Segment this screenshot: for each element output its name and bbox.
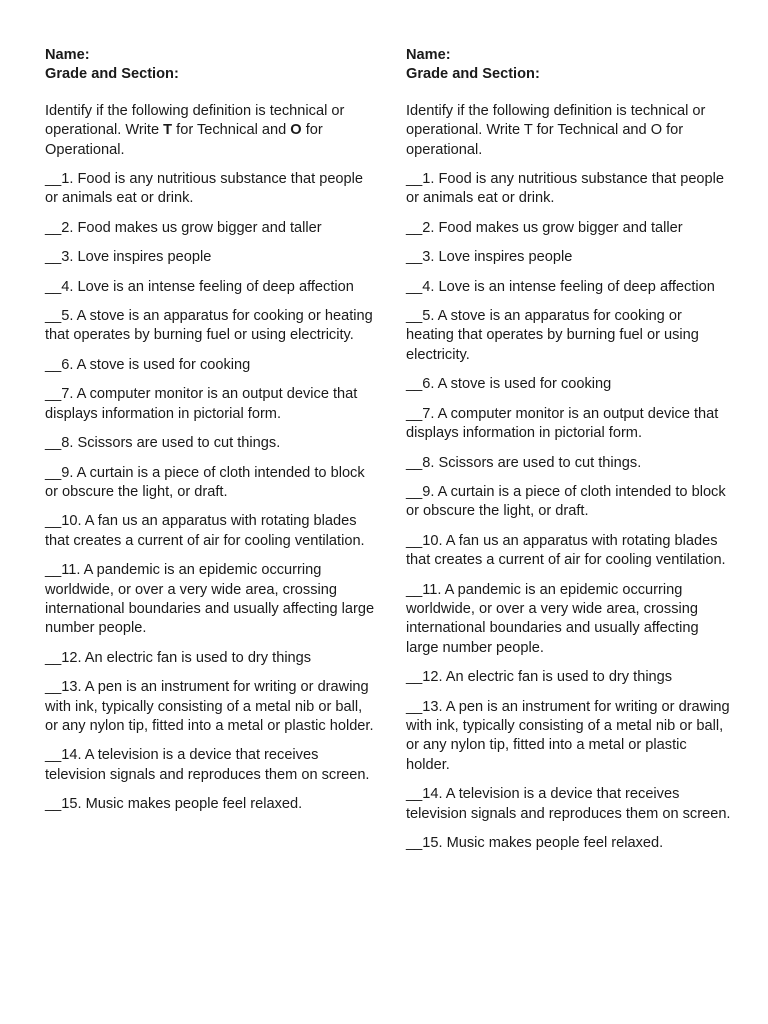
- question-item: __7. A computer monitor is an output device that displays information in pictorial form.: [45, 386, 358, 422]
- instructions: [45, 102, 375, 160]
- question-item: __3. Love inspires people: [45, 249, 212, 266]
- name-label: Name:: [45, 47, 90, 63]
- question-item: __4. Love is an intense feeling of deep affection: [406, 278, 715, 295]
- name-label: Name:: [406, 47, 451, 63]
- question-item: __5. A stove is an apparatus for cooking or heating that operates by burning fuel or using electricity.: [406, 308, 699, 363]
- question-item: __2. Food makes us grow bigger and taller: [45, 219, 322, 236]
- question-item: __9. A curtain is a piece of cloth intended to block or obscure the light, or draft.: [45, 464, 365, 500]
- question-item: __6. A stove is used for cooking: [45, 356, 251, 373]
- instruction-text: Identify if the following definition is technical or operational. Write: [45, 102, 345, 139]
- question-item: __3. Love inspires people: [406, 249, 573, 266]
- question-item: __15. Music makes people feel relaxed.: [406, 835, 664, 851]
- question-item: __6. A stove is used for cooking: [406, 376, 612, 393]
- question-item: __11. A pandemic is an epidemic occurring worldwide, or over a very wide area, crossing international boundaries and usually affecting large number people.: [406, 581, 699, 656]
- instruction-text: for Operational.: [45, 122, 323, 158]
- question-item: __8. Scissors are used to cut things.: [406, 454, 642, 471]
- operational-letter: O: [290, 122, 302, 139]
- grade-section-label: Grade and Section:: [45, 66, 179, 83]
- grade-section-label: Grade and Section:: [406, 66, 540, 83]
- question-item: __9. A curtain is a piece of cloth intended to block or obscure the light, or draft.: [406, 483, 726, 520]
- question-item: __15. Music makes people feel relaxed.: [45, 796, 303, 813]
- question-item: __1. Food is any nutritious substance that people or animals eat or drink.: [406, 171, 725, 207]
- question-item: __13. A pen is an instrument for writing or drawing with ink, typically consisting of a metal nib or ball, or any nylon tip, fitted into a metal or plastic holder.: [45, 679, 374, 734]
- question-item: __1. Food is any nutritious substance that people or animals eat or drink.: [45, 171, 364, 207]
- question-item: __14. A television is a device that receives television signals and reproduces them on screen.: [406, 786, 731, 822]
- question-item: __11. A pandemic is an epidemic occurring worldwide, or over a very wide area, crossing international boundaries and usually affecting large number people.: [45, 562, 375, 637]
- question-item: __10. A fan us an apparatus with rotating blades that creates a current of air for cooling ventilation.: [406, 532, 726, 569]
- question-item: __5. A stove is an apparatus for cooking or heating that operates by burning fuel or using electricity.: [45, 308, 373, 344]
- question-item: __10. A fan us an apparatus with rotating blades that creates a current of air for cooling ventilation.: [45, 513, 365, 549]
- question-item: __4. Love is an intense feeling of deep affection: [45, 278, 354, 295]
- question-item: __12. An electric fan is used to dry things: [406, 669, 673, 686]
- question-item: __7. A computer monitor is an output device that displays information in pictorial form.: [406, 405, 719, 442]
- question-item: __2. Food makes us grow bigger and taller: [406, 219, 683, 236]
- question-item: __8. Scissors are used to cut things.: [45, 435, 281, 452]
- question-item: __13. A pen is an instrument for writing or drawing with ink, typically consisting of a metal nib or ball, or any nylon tip, fitted into a metal or plastic holder.: [406, 698, 730, 773]
- instruction-text: for Technical and: [172, 122, 291, 139]
- instructions: Identify if the following definition is technical or operational. Write T for Technical and O for operational.: [406, 102, 706, 158]
- question-item: __14. A television is a device that receives television signals and reproduces them on screen.: [45, 747, 370, 783]
- worksheet-right-copy: [406, 46, 731, 853]
- worksheet-left-copy: [45, 46, 375, 815]
- question-item: __12. An electric fan is used to dry things: [45, 649, 312, 666]
- technical-letter: T: [163, 122, 173, 139]
